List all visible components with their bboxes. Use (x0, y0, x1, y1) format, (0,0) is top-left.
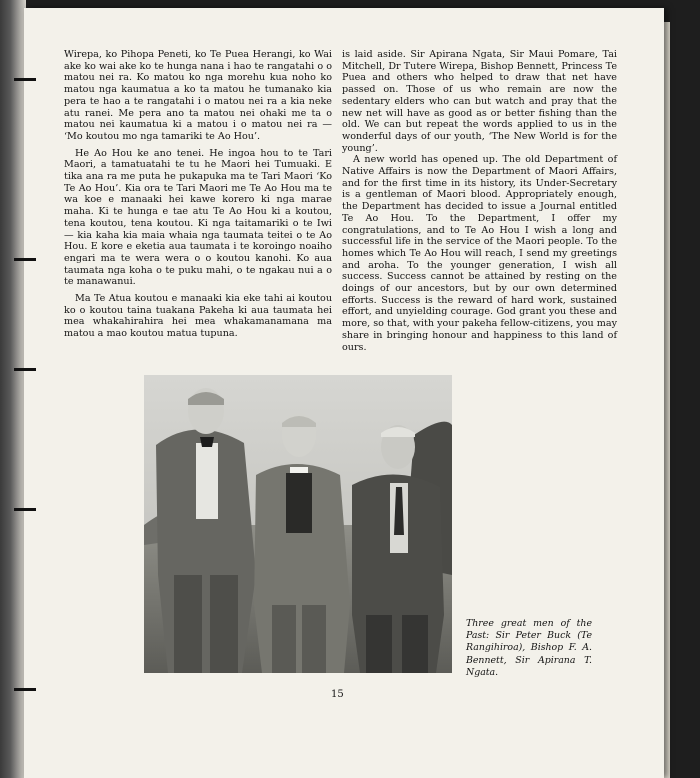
maori-paragraph: He Ao Hou ke ano tenei. He ingoa hou to te Tari Maori, a tamatuatahi te tu he Maori hei Tumuaki. E tika ana ra me puta he pukapuka ma te Tari Maori ‘Ko Te Ao Hou’. Kia ora te Tari Maori me Te Ao Hou ma te wa koe e manaaki hei kawe korero ki nga marae maha. Ki te hunga e tae atu Te Ao Hou ki a koutou, tena koutou, tena koutou. Ki nga taitamariki o te Iwi — kia kaha kia maia whaia nga taumata teitei o te Ao Hou. E kore e eketia aua taumata i te koroingo noaiho engari ma te wera wera o o koutou kanohi. Ko aua taumata nga koha o te puku mahi, o te ngakau nui a o te manawanui. (64, 147, 332, 288)
binding-staple-mark (14, 258, 36, 261)
english-paragraph: is laid aside. Sir Apirana Ngata, Sir Maui Pomare, Tai Mitchell, Dr Tutere Wirepa, Bishop Bennett, Princess Te Puea and others who helped to draw that net have passed on. Those of us who remain are now the sedentary elders who can but watch and pray that the new net will have as good as or better fishing than the old. We can but repeat the words applied to us in the wonderful days of our youth, ‘The New World is for the young’. (342, 49, 617, 154)
portrait-photo-three-men (144, 375, 452, 673)
page-number: 15 (331, 689, 344, 700)
maori-paragraph: Ma Te Atua koutou e manaaki kia eke tahi ai koutou ko o koutou taina tuakana Pakeha ki aua taumata hei mea whakahirahira hei mea whakamanamana ma matou a mao koutou matua tupuna. (64, 293, 332, 340)
binding-staple-mark (14, 508, 36, 511)
english-paragraph: A new world has opened up. The old Department of Native Affairs is now the Department of Maori Affairs, and for the first time in its history, its Under-Secretary is a gentleman of Maori blood. Appropriately enough, the Department has decided to issue a Journal entitled Te Ao Hou. To the Department, I offer my congratulations, and to Te Ao Hou I wish a long and successful life in the service of the Maori people. To the homes which Te Ao Hou will reach, I send my greetings and aroha. To the younger generation, I wish all success. Success cannot be attained by resting on the doings of our ancestors, but by our own determined efforts. Success is the reward of hard work, sustained effort, and unyielding courage. God grant you these and more, so that, with your pakeha fellow-citizens, you may share in bringing honour and happiness to this land of ours. (342, 154, 617, 353)
english-text-column (342, 49, 617, 353)
maori-text-column (64, 49, 332, 340)
photo-caption: Three great men of the Past: Sir Peter Buck (Te Rangihiroa), Bishop F. A. Bennett, Sir Apirana T. Ngata. (466, 618, 592, 678)
binding-staple-mark (14, 368, 36, 371)
binding-staple-mark (14, 688, 36, 691)
binding-staple-mark (14, 78, 36, 81)
binding-edge (0, 0, 26, 778)
maori-paragraph: Wirepa, ko Pihopa Peneti, ko Te Puea Herangi, ko Wai ake ko wai ake ko te hunga nana i hao te rangatahi o o matou nei ra. Ko matou ko nga morehu kua noho ko matou nga kaumatua a ko ta matou he tumanako kia pera te hao a te rangatahi i o matou nei ra a kia neke atu ranei. Me pera ano ta matou nei ohaki me ta o matou nei kaumatua ki a matou i o matou nei ra — ‘Mo koutou mo nga tamariki te Ao Hou’. (64, 49, 332, 142)
